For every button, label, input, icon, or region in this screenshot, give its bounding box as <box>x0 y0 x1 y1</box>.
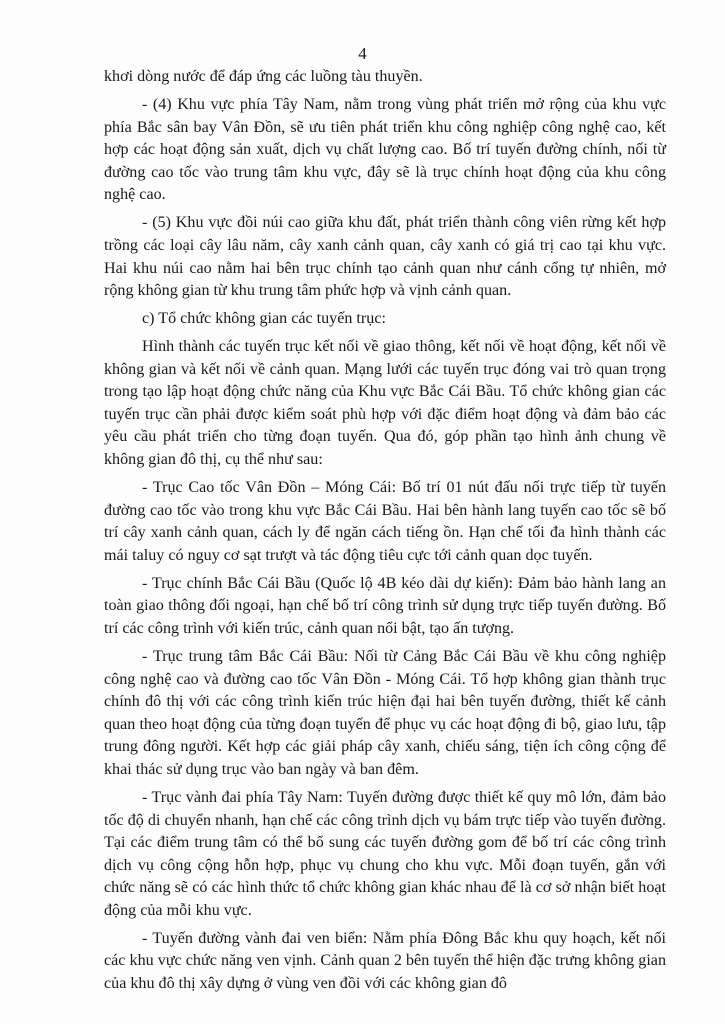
paragraph-central-axis: - Trục trung tâm Bắc Cái Bầu: Nối từ Cảng Bắc Cái Bầu về khu công nghiệp công nghệ cao và đường cao tốc Vân Đồn - Móng Cái. Tổ hợp không gian thành trục chính đô thị với các công trình kiến trúc hiện đại hai bên tuyến đường, thiết kế cảnh quan theo hoạt động của từng đoạn tuyến để phục vụ các hoạt động đi bộ, giao lưu, tập trung đông người. Kết hợp các giải pháp cây xanh, chiếu sáng, tiện ích công cộng để khai thác sử dụng trục vào ban ngày và ban đêm. <box>104 647 666 778</box>
paragraph-coastal-ring-road: - Tuyến đường vành đai ven biển: Nằm phía Đông Bắc khu quy hoạch, kết nối các khu vực chức năng ven vịnh. Cảnh quan 2 bên tuyến thể hiện đặc trưng không gian của khu đô thị xây dựng ở vùng ven đồi với các không gian đô <box>104 929 666 993</box>
page-body <box>104 66 666 1001</box>
paragraph-continuation: khơi dòng nước để đáp ứng các luồng tàu thuyền. <box>104 68 423 85</box>
page-number: 4 <box>358 44 367 63</box>
paragraph-axes-intro: Hình thành các tuyến trục kết nối về giao thông, kết nối về hoạt động, kết nối về không gian và kết nối về cảnh quan. Mạng lưới các tuyến trục đóng vai trò quan trọng trong tạo lập hoạt động chức năng của Khu vực Bắc Cái Bầu. Tổ chức không gian các tuyến trục cần phải được kiểm soát phù hợp với đặc điểm hoạt động và đảm bảo các yêu cầu phát triển cho từng đoạn tuyến. Qua đó, góp phần tạo hình ảnh chung về không gian đô thị, cụ thể như sau: <box>104 338 666 469</box>
paragraph-expressway-axis: - Trục Cao tốc Vân Đồn – Móng Cái: Bố trí 01 nút đấu nối trực tiếp từ tuyến đường cao tốc vào trong khu vực Bắc Cái Bầu. Hai bên hành lang tuyến cao tốc sẽ bố trí cây xanh cảnh quan, cách ly để ngăn cách tiếng ồn. Hạn chế tối đa hình thành các mái taluy có nguy cơ sạt trượt và tác động tiêu cực tới cảnh quan dọc tuyến. <box>104 479 666 564</box>
paragraph-area-4-southwest: - (4) Khu vực phía Tây Nam, nằm trong vùng phát triển mở rộng của khu vực phía Bắc sân bay Vân Đồn, sẽ ưu tiên phát triển khu công nghiệp công nghệ cao, kết hợp các hoạt động sản xuất, dịch vụ chất lượng cao. Bố trí tuyến đường chính, nối từ đường cao tốc vào trung tâm khu vực, đây sẽ là trục chính hoạt động của khu công nghệ cao. <box>104 95 666 204</box>
paragraph-main-axis: - Trục chính Bắc Cái Bầu (Quốc lộ 4B kéo dài dự kiến): Đảm bảo hành lang an toàn giao thông đối ngoại, hạn chế bố trí công trình sử dụng trực tiếp tuyến đường. Bố trí các công trình với kiến trúc, cảnh quan nổi bật, tạo ấn tượng. <box>104 574 666 637</box>
section-heading-axes: c) Tổ chức không gian các tuyến trục: <box>142 310 386 328</box>
paragraph-southwest-ring-axis: - Trục vành đai phía Tây Nam: Tuyến đường được thiết kế quy mô lớn, đảm bảo tốc độ di chuyển nhanh, hạn chế các công trình dịch vụ bám trực tiếp vào tuyến đường. Tại các điểm trung tâm có thể bổ sung các tuyến đường gom để bố trí các công trình dịch vụ công cộng hỗn hợp, phục vụ chung cho khu vực. Mỗi đoạn tuyến, gắn với chức năng sẽ có các hình thức tổ chức không gian khác nhau để là cơ sở nhận biết hoạt động của mỗi khu vực. <box>104 788 666 919</box>
paragraph-area-5-hills: - (5) Khu vực đồi núi cao giữa khu đất, phát triển thành công viên rừng kết hợp trồng các loại cây lâu năm, cây xanh cảnh quan, cây xanh có giá trị cao tại khu vực. Hai khu núi cao nằm hai bên trục chính tạo cảnh quan như cánh cổng tự nhiên, mở rộng không gian từ khu trung tâm phức hợp và vịnh cảnh quan. <box>104 214 666 300</box>
